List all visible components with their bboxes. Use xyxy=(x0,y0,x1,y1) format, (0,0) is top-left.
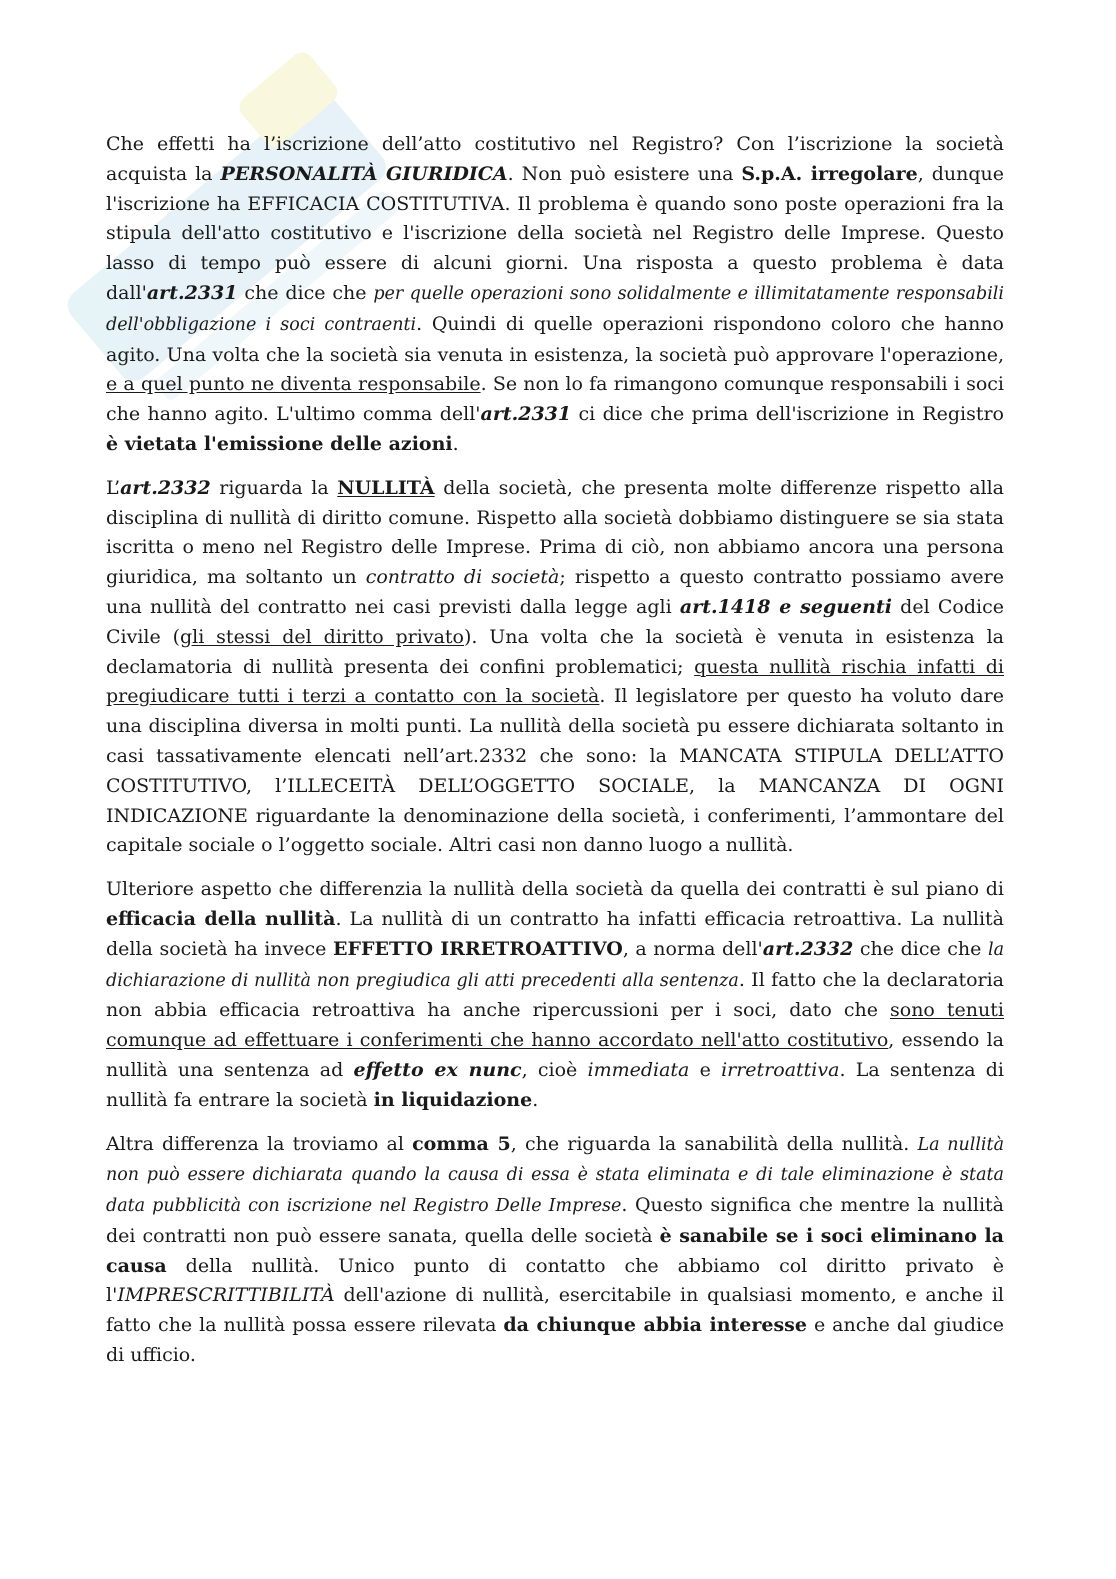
text: , a norma dell' xyxy=(622,937,763,960)
underlined-text: gli stessi del diritto privato xyxy=(180,625,464,648)
text: , cioè xyxy=(521,1058,588,1081)
text: , essendo la nullità una sentenza ad xyxy=(106,1029,1004,1081)
underlined-text: e a quel punto ne diventa responsabile xyxy=(106,373,481,396)
term-spa-irregolare: S.p.A. irregolare xyxy=(741,162,918,185)
italic-text: contratto di società xyxy=(365,566,560,589)
bold-text: è sanabile se i soci eliminano la causa xyxy=(106,1224,1004,1277)
text: riguarda la xyxy=(210,476,338,499)
underlined-text: sono tenuti comunque ad effettuare i conferimenti che hanno accordato nell'atto costitutivo xyxy=(106,999,1004,1052)
text: . Il fatto che la declaratoria non abbia efficacia retroattiva ha anche ripercussioni per i soci, dato che xyxy=(106,968,1004,1022)
text: della società, che presenta molte differenze rispetto alla disciplina di nullità di diritto comune. Rispetto alla società dobbiamo distinguere se sia stata iscritta o meno nel Registro delle Imprese. Prima di ciò, non abbiamo ancora una persona giuridica, ma soltanto un xyxy=(106,476,1004,589)
bold-italic-text: effetto ex nunc xyxy=(353,1058,522,1081)
bold-text: EFFETTO IRRETROATTIVO xyxy=(333,937,623,960)
bold-text: è vietata l'emissione delle azioni xyxy=(106,432,453,455)
term-personalita-giuridica: PERSONALITÀ GIURIDICA xyxy=(220,162,508,185)
bold-text: da chiunque abbia interesse xyxy=(503,1314,807,1337)
text: Che effetti ha l’iscrizione dell’atto costitutivo nel Registro? Con l’iscrizione la società acquista la xyxy=(106,133,1004,185)
text: Altra differenza la troviamo al xyxy=(106,1132,413,1155)
text: . Questo significa che mentre la nullità dei contratti non può essere sanata, quella delle società xyxy=(106,1194,1004,1247)
paragraph-efficacia xyxy=(106,875,1004,1115)
paragraph-nullita xyxy=(106,474,1004,861)
bold-text: in liquidazione xyxy=(373,1088,533,1111)
article-ref: art.2332 xyxy=(762,937,854,960)
text: dell'azione di nullità, esercitabile in qualsiasi momento, e anche il fatto che la nullità possa essere rilevata xyxy=(106,1284,1004,1337)
text: . La nullità di un contratto ha infatti efficacia retroattiva. La nullità della società ha invece xyxy=(106,907,1004,960)
quote: per quelle operazioni sono solidalmente e illimitatamente responsabili dell'obbligazione i soci contraenti xyxy=(106,283,1004,335)
italic-text: immediata xyxy=(587,1058,690,1081)
text: , dunque l'iscrizione ha EFFICACIA COSTITUTIVA. Il problema è quando sono poste operazioni fra la stipula dell'atto costitutivo e l'iscrizione della società nel Registro delle Imprese. Questo lasso di tempo può essere di alcuni giorni. Una risposta a questo problema è data dall' xyxy=(106,162,1004,304)
paragraph-sanabilita xyxy=(106,1130,1004,1371)
quote: la dichiarazione di nullità non pregiudica gli atti precedenti alla sentenza xyxy=(106,939,1005,991)
text: ; rispetto a questo contratto possiamo avere una nullità del contratto nei casi previsti dalla legge agli xyxy=(106,566,1004,618)
italic-text: irretroattiva xyxy=(721,1058,840,1081)
quote: La nullità non può essere dichiarata quando la causa di essa è stata eliminata e di tale eliminazione è stata data pubblicità con iscrizione nel Registro Delle Imprese xyxy=(106,1134,1004,1217)
text: ). Una volta che la società è venuta in esistenza la declamatoria di nullità presenta dei confini problematici; xyxy=(106,625,1004,678)
article-ref: art.2332 xyxy=(120,476,211,499)
text: , che riguarda la sanabilità della nullità. xyxy=(510,1132,918,1155)
article-ref: art.2331 xyxy=(480,403,572,426)
text: . Non può esistere una xyxy=(507,162,742,185)
text: della nullità. Unico punto di contatto che abbiamo col diritto privato è l' xyxy=(106,1254,1004,1307)
underlined-text: questa nullità rischia infatti di pregiudicare tutti i terzi a contatto con la società xyxy=(106,655,1004,708)
article-ref: art.1418 e seguenti xyxy=(679,595,892,618)
text: ci dice che prima dell'iscrizione in Registro xyxy=(571,403,1004,426)
text: che dice che xyxy=(237,281,374,304)
text: . Se non lo fa rimangono comunque responsabili i soci che hanno agito. L'ultimo comma dell' xyxy=(106,373,1004,426)
text: e anche dal giudice di ufficio. xyxy=(106,1314,1004,1367)
document-page xyxy=(106,130,1004,1385)
text: . Il legislatore per questo ha voluto dare una disciplina diversa in molti punti. La nullità della società pu essere dichiarata soltanto in casi tassativamente elencati nell’art.2332 che sono: la MANCATA STIPULA DELL’ATTO COSTITUTIVO, l’ILLECEITÀ DELL’OGGETTO SOCIALE, la MANCANZA DI OGNI INDICAZIONE riguardante la denominazione della società, i conferimenti, l’ammontare del capitale sociale o l’oggetto sociale. Altri casi non danno luogo a nullità. xyxy=(106,685,1004,857)
italic-text: IMPRESCRITTIBILITÀ xyxy=(117,1284,335,1307)
text: e xyxy=(689,1058,722,1081)
text: L’ xyxy=(106,476,121,499)
paragraph-iscrizione xyxy=(106,130,1004,460)
text: . xyxy=(532,1088,539,1111)
bold-text: comma 5 xyxy=(412,1132,511,1155)
text: . La sentenza di nullità fa entrare la società xyxy=(106,1058,1004,1111)
article-ref: art.2331 xyxy=(146,281,238,304)
text: che dice che xyxy=(853,937,988,960)
text: . Quindi di quelle operazioni rispondono coloro che hanno agito. Una volta che la società sia venuta in esistenza, la società può approvare l'operazione, xyxy=(106,312,1004,366)
text: Ulteriore aspetto che differenzia la nullità della società da quella dei contratti è sul piano di xyxy=(106,878,1004,901)
text: . xyxy=(452,432,459,455)
bold-text: efficacia della nullità xyxy=(106,907,336,930)
text: del Codice Civile ( xyxy=(106,595,1004,648)
term-nullita: NULLITÀ xyxy=(337,476,435,499)
